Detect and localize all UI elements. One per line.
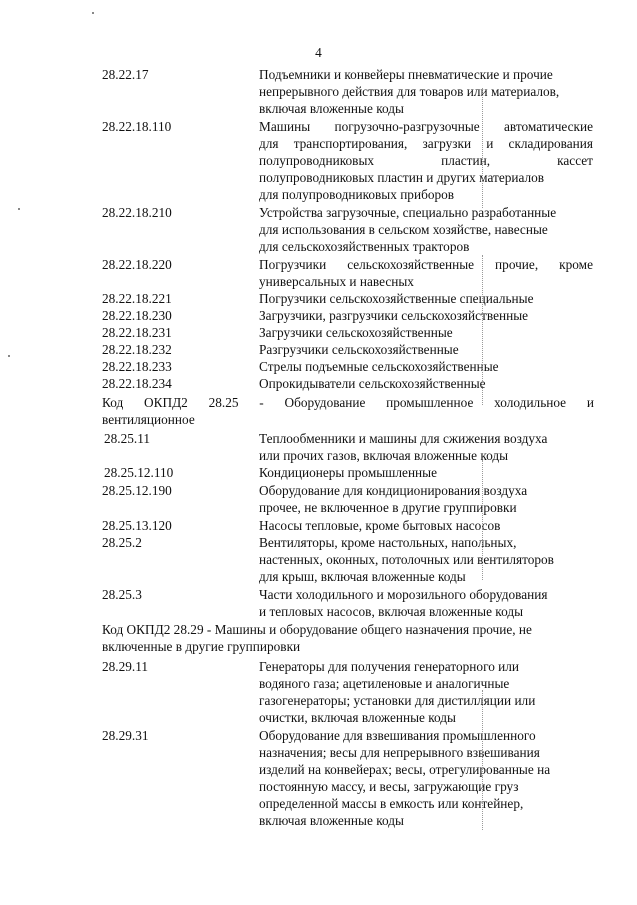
description-line: для сельскохозяйственных тракторов xyxy=(259,239,470,254)
description-line: Оборудование для взвешивания промышленного xyxy=(259,728,536,743)
description-line: Генераторы для получения генераторного или xyxy=(259,659,520,674)
code: 28.22.18.230 xyxy=(102,308,172,323)
code: 28.22.18.234 xyxy=(102,376,172,391)
description-line: универсальных и навесных xyxy=(259,274,414,289)
code: 28.25.13.120 xyxy=(102,518,172,533)
description xyxy=(259,430,593,464)
description xyxy=(259,256,593,290)
description xyxy=(259,464,593,481)
description-line: и тепловых насосов, включая вложенные коды xyxy=(259,604,524,619)
description-line: водяного газа; ацетиленовые и аналогичные xyxy=(259,676,510,691)
scan-line xyxy=(482,88,483,208)
description-line: для полупроводниковых приборов xyxy=(259,187,455,202)
scan-line xyxy=(482,460,483,580)
description-line: изделий на конвейерах; весы, отрегулированные на xyxy=(259,762,551,777)
description-line: для крыш, включая вложенные коды xyxy=(259,569,466,584)
scan-line xyxy=(482,255,483,405)
scan-speck xyxy=(92,12,94,14)
description-line: Разгрузчики сельскохозяйственные xyxy=(259,342,459,357)
description-line: Погрузчики сельскохозяйственные прочие, кроме xyxy=(259,257,593,272)
description xyxy=(259,586,593,620)
description xyxy=(259,727,593,829)
description-line: непрерывного действия для товаров или материалов, xyxy=(259,84,560,99)
description-line: включая вложенные коды xyxy=(259,813,404,828)
scan-speck xyxy=(8,355,10,357)
description-line: Подъемники и конвейеры пневматические и прочие xyxy=(259,67,553,82)
description xyxy=(259,658,593,726)
description xyxy=(259,375,593,392)
code: 28.22.18.221 xyxy=(102,291,172,306)
code: 28.22.18.231 xyxy=(102,325,172,340)
code: 28.22.18.110 xyxy=(102,119,172,134)
section-heading-line: Код ОКПД2 28.25 - Оборудование промышленное холодильное и xyxy=(102,395,594,410)
code: 28.29.11 xyxy=(102,659,149,674)
scan-speck xyxy=(18,208,20,210)
description xyxy=(259,290,593,307)
code: 28.25.12.110 xyxy=(104,465,174,480)
section-heading-line: Код ОКПД2 28.29 - Машины и оборудование общего назначения прочие, не xyxy=(102,622,532,637)
section-heading-line: вентиляционное xyxy=(102,412,195,427)
description-line: Насосы тепловые, кроме бытовых насосов xyxy=(259,518,501,533)
description-line: Стрелы подъемные сельскохозяйственные xyxy=(259,359,499,374)
description xyxy=(259,534,593,585)
description xyxy=(259,118,593,203)
description-line: Устройства загрузочные, специально разработанные xyxy=(259,205,557,220)
section-heading-line: включенные в другие группировки xyxy=(102,639,301,654)
description-line: для использования в сельском хозяйстве, навесные xyxy=(259,222,548,237)
description-line: полупроводниковых пластин и других материалов xyxy=(259,170,545,185)
description xyxy=(259,482,593,516)
description-line: Загрузчики, разгрузчики сельскохозяйственные xyxy=(259,308,529,323)
code: 28.25.12.190 xyxy=(102,483,172,498)
description xyxy=(259,341,593,358)
description xyxy=(259,66,593,117)
description-line: газогенераторы; установки для дистилляции или xyxy=(259,693,536,708)
description xyxy=(259,204,593,255)
section-heading xyxy=(102,394,594,428)
description-line: настенных, оконных, потолочных или вентиляторов xyxy=(259,552,554,567)
description-line: для транспортирования, загрузки и складирования xyxy=(259,136,593,151)
description-line: Кондиционеры промышленные xyxy=(259,465,438,480)
code: 28.22.18.220 xyxy=(102,257,172,272)
description-line: Опрокидыватели сельскохозяйственные xyxy=(259,376,486,391)
code: 28.25.2 xyxy=(102,535,142,550)
description-line: определенной массы в емкость или контейнер, xyxy=(259,796,524,811)
description-line: Оборудование для кондиционирования воздуха xyxy=(259,483,528,498)
description-line: Загрузчики сельскохозяйственные xyxy=(259,325,453,340)
description-line: Части холодильного и морозильного оборудования xyxy=(259,587,548,602)
code: 28.22.17 xyxy=(102,67,149,82)
code: 28.25.11 xyxy=(104,431,151,446)
description-line: Машины погрузочно-разгрузочные автоматические xyxy=(259,119,593,134)
description-line: включая вложенные коды xyxy=(259,101,404,116)
description xyxy=(259,307,593,324)
description-line: очистки, включая вложенные коды xyxy=(259,710,456,725)
description xyxy=(259,324,593,341)
code: 28.22.18.210 xyxy=(102,205,172,220)
description xyxy=(259,517,593,534)
code: 28.29.31 xyxy=(102,728,149,743)
description-line: назначения; весы для непрерывного взвешивания xyxy=(259,745,540,760)
code: 28.22.18.232 xyxy=(102,342,172,357)
description-line: прочее, не включенное в другие группировки xyxy=(259,500,517,515)
description-line: или прочих газов, включая вложенные коды xyxy=(259,448,509,463)
page-number: 4 xyxy=(315,45,322,60)
description-line: полупроводниковых пластин, кассет xyxy=(259,153,593,168)
scan-line xyxy=(482,690,483,830)
code: 28.22.18.233 xyxy=(102,359,172,374)
description-line: Теплообменники и машины для сжижения воздуха xyxy=(259,431,548,446)
description xyxy=(259,358,593,375)
code: 28.25.3 xyxy=(102,587,142,602)
description-line: постоянную массу, и весы, загружающие груз xyxy=(259,779,519,794)
section-heading xyxy=(102,621,594,655)
description-line: Вентиляторы, кроме настольных, напольных, xyxy=(259,535,517,550)
description-line: Погрузчики сельскохозяйственные специальные xyxy=(259,291,534,306)
